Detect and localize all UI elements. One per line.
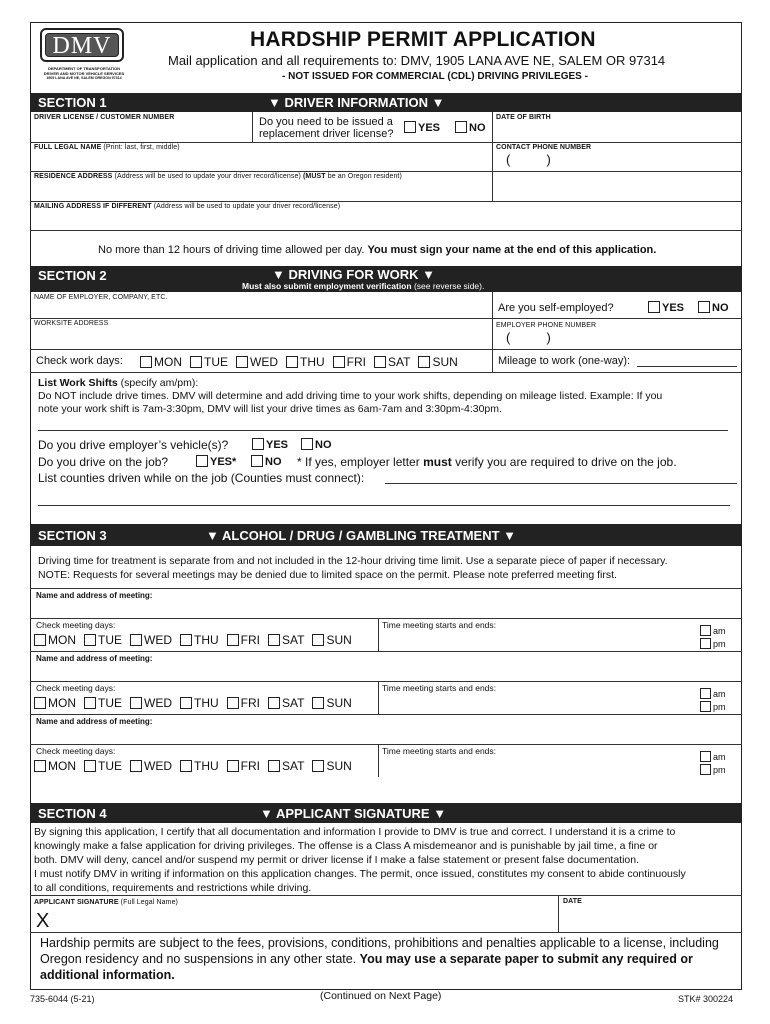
divider (30, 618, 742, 619)
am-label: am (713, 752, 726, 762)
meeting-am[interactable] (700, 688, 726, 699)
checkbox[interactable] (700, 701, 711, 712)
meeting-days-label: Check meeting days: (36, 620, 116, 630)
checkbox[interactable] (700, 625, 711, 636)
drive-on-job-yes-label: YES* (210, 456, 237, 468)
checkbox[interactable] (312, 634, 324, 646)
drive-on-job-no[interactable] (251, 455, 282, 468)
check-work-days-label: Check work days: (36, 355, 123, 367)
dmv-logo-sub-2: DRIVER AND MOTOR VEHICLE SERVICES (43, 71, 125, 76)
meeting-day-label: FRI (240, 759, 261, 773)
employer-phone-label: EMPLOYER PHONE NUMBER (496, 322, 597, 329)
checkbox[interactable] (700, 751, 711, 762)
meeting-time-label: Time meeting starts and ends: (382, 746, 497, 756)
residence-hint-2: be an Oregon resident) (327, 173, 402, 180)
contact-phone-label: CONTACT PHONE NUMBER (496, 144, 592, 151)
meeting-day-sun[interactable] (312, 696, 351, 710)
work-day-label: WED (250, 355, 278, 369)
meeting-day-label: TUE (98, 633, 122, 647)
fees-text-2-plain: Oregon residency and no suspensions in any other state. (40, 952, 357, 966)
shifts-text-1: Do NOT include drive times. DMV will determine and add driving time to your work shifts, depending on mileage listed. Example: If you (38, 390, 663, 402)
section1-title: ▼ DRIVER INFORMATION ▼ (268, 95, 445, 110)
divider (30, 142, 742, 143)
mail-instructions: Mail application and all requirements to: DMV, 1905 LANA AVE NE, SALEM OR 97314 (168, 53, 666, 68)
checkbox[interactable] (312, 697, 324, 709)
section1-header (30, 93, 742, 112)
checkbox[interactable] (252, 438, 264, 450)
checkbox[interactable] (251, 455, 263, 467)
counties-line[interactable] (385, 483, 737, 484)
checkbox[interactable] (140, 356, 152, 368)
meeting-time-label: Time meeting starts and ends: (382, 620, 497, 630)
mailing-label (34, 203, 340, 210)
work-day-label: FRI (346, 355, 367, 369)
meeting-day-mon[interactable] (34, 759, 76, 773)
checkbox[interactable] (312, 760, 324, 772)
section3-num: SECTION 3 (38, 528, 107, 543)
checkbox[interactable] (301, 438, 313, 450)
meeting-day-tue[interactable] (84, 696, 122, 710)
note-must: must (423, 455, 452, 469)
page-title: HARDSHIP PERMIT APPLICATION (250, 28, 596, 51)
checkbox[interactable] (180, 760, 192, 772)
checkbox[interactable] (130, 760, 142, 772)
full-name-label (34, 144, 180, 151)
meeting-day-label: SAT (282, 633, 305, 647)
fees-text-2-bold: You may use a separate paper to submit any required or (359, 952, 693, 966)
meeting-day-thu[interactable] (180, 696, 219, 710)
replacement-question-1: Do you need to be issued a (259, 116, 393, 128)
self-employed-yes[interactable] (648, 301, 684, 314)
meeting-day-tue[interactable] (84, 633, 122, 647)
work-day-fri[interactable] (333, 355, 366, 369)
meeting-day-label: WED (144, 759, 172, 773)
meeting-day-label: SAT (282, 759, 305, 773)
meeting-time-label: Time meeting starts and ends: (382, 683, 497, 693)
divider (30, 349, 742, 350)
cdl-notice: - NOT ISSUED FOR COMMERCIAL (CDL) DRIVING PRIVILEGES - (282, 71, 588, 82)
fees-text-2 (40, 952, 693, 966)
drive-on-job-yes[interactable] (196, 455, 236, 468)
dmv-logo-sub-3: 1905 LANA AVE NE, SALEM OREGON 97314 (46, 76, 122, 80)
meeting-pm[interactable] (700, 638, 726, 649)
checkbox[interactable] (34, 697, 46, 709)
replacement-no-label: NO (469, 122, 486, 134)
dob-label: DATE OF BIRTH (496, 114, 551, 121)
checkbox[interactable] (84, 634, 96, 646)
meeting-name-label: Name and address of meeting: (36, 654, 153, 663)
divider (492, 349, 493, 372)
meeting-days (34, 633, 360, 647)
driving-limit-text: No more than 12 hours of driving time allowed per day. (98, 244, 365, 256)
work-day-sun[interactable] (418, 355, 457, 369)
meeting-day-label: SAT (282, 696, 305, 710)
applicant-signature-hint: (Full Legal Name) (120, 899, 178, 906)
shifts-text-2: note your work shift is 7am-3:30pm, DMV will list your drive times as 6am-7am and 3:30pm-4:30pm. (38, 403, 502, 415)
meeting-day-label: SUN (326, 633, 352, 647)
drive-on-job-question: Do you drive on the job? (38, 455, 169, 469)
treatment-text-1: Driving time for treatment is separate from and not included in the 12-hour driving time limit. Use a separate piece of paper if necessary. (38, 555, 668, 567)
checkbox[interactable] (34, 634, 46, 646)
checkbox[interactable] (268, 697, 280, 709)
checkbox[interactable] (84, 697, 96, 709)
employer-vehicle-question: Do you drive employer’s vehicle(s)? (38, 438, 229, 452)
work-day-sat[interactable] (374, 355, 410, 369)
divider (30, 318, 742, 319)
work-day-label: THU (300, 355, 325, 369)
self-employed-no-label: NO (712, 302, 729, 314)
meeting-day-label: FRI (240, 696, 261, 710)
work-day-label: SUN (432, 355, 458, 369)
mailing-hint: (Address will be used to update your driver record/license) (153, 203, 341, 210)
checkbox[interactable] (455, 121, 467, 133)
meeting-name-label: Name and address of meeting: (36, 591, 153, 600)
meeting-day-label: THU (194, 696, 219, 710)
divider (378, 618, 379, 651)
residence-label (34, 173, 402, 180)
pm-label: pm (713, 639, 726, 649)
applicant-signature-label-text: APPLICANT SIGNATURE (34, 899, 119, 906)
section3-header (30, 524, 742, 546)
work-day-thu[interactable] (286, 355, 325, 369)
meeting-day-thu[interactable] (180, 759, 219, 773)
meeting-day-thu[interactable] (180, 633, 219, 647)
meeting-day-sat[interactable] (268, 633, 304, 647)
meeting-days-label: Check meeting days: (36, 746, 116, 756)
checkbox[interactable] (268, 760, 280, 772)
shifts-heading (38, 376, 198, 390)
meeting-day-label: WED (144, 696, 172, 710)
mileage-label: Mileage to work (one-way): (498, 355, 631, 367)
stock-number: STK# 300224 (678, 994, 734, 1004)
checkbox[interactable] (34, 760, 46, 772)
meeting-day-fri[interactable] (227, 633, 260, 647)
checkbox[interactable] (404, 121, 416, 133)
mailing-label-text: MAILING ADDRESS IF DIFFERENT (34, 203, 152, 210)
meeting-day-wed[interactable] (130, 633, 172, 647)
continued-note: (Continued on Next Page) (320, 990, 442, 1002)
work-day-label: SAT (388, 355, 411, 369)
meeting-day-sat[interactable] (268, 696, 304, 710)
work-days (140, 355, 466, 369)
checkbox[interactable] (418, 356, 430, 368)
checkbox[interactable] (700, 688, 711, 699)
treatment-text-2: NOTE: Requests for several meetings may be denied due to limited space on the permit. Please note preferred meeting first. (38, 569, 617, 581)
driving-limit-bold: You must sign your name at the end of this application. (367, 244, 657, 256)
checkbox[interactable] (268, 634, 280, 646)
checkbox[interactable] (227, 634, 239, 646)
certification-5: to all conditions, requirements and restrictions while driving. (34, 882, 312, 894)
self-employed-no[interactable] (698, 301, 729, 314)
meeting-day-fri[interactable] (227, 759, 260, 773)
drive-on-job-no-label: NO (265, 456, 282, 468)
mileage-line[interactable] (637, 366, 737, 367)
checkbox[interactable] (700, 764, 711, 775)
work-day-tue[interactable] (190, 355, 228, 369)
meeting-pm[interactable] (700, 701, 726, 712)
certification-1: By signing this application, I certify that all documentation and information I provide to DMV is true and correct. I understand it is a crime to (34, 826, 676, 838)
checkbox[interactable] (333, 356, 345, 368)
checkbox[interactable] (698, 301, 710, 313)
checkbox[interactable] (227, 697, 239, 709)
section4-num: SECTION 4 (38, 806, 107, 821)
shifts-label: List Work Shifts (38, 377, 118, 389)
dmv-logo (34, 26, 134, 78)
divider (30, 201, 742, 202)
checkbox[interactable] (196, 455, 208, 467)
meeting-days-label: Check meeting days: (36, 683, 116, 693)
full-name-hint: (Print: last, first, middle) (103, 144, 180, 151)
employer-phone-parens: ( ) (506, 330, 551, 345)
divider (30, 744, 742, 745)
work-day-label: MON (154, 355, 182, 369)
meeting-day-label: TUE (98, 696, 122, 710)
checkbox[interactable] (374, 356, 386, 368)
meeting-day-sat[interactable] (268, 759, 304, 773)
meeting-day-label: THU (194, 759, 219, 773)
meeting-day-label: TUE (98, 759, 122, 773)
replacement-yes[interactable] (404, 121, 440, 134)
checkbox[interactable] (190, 356, 202, 368)
section3-title: ▼ ALCOHOL / DRUG / GAMBLING TREATMENT ▼ (206, 528, 517, 543)
full-name-label-text: FULL LEGAL NAME (34, 144, 102, 151)
section2-header (30, 266, 742, 292)
employer-vehicle-no-label: NO (315, 439, 332, 451)
checkbox[interactable] (180, 697, 192, 709)
checkbox[interactable] (130, 697, 142, 709)
shifts-line[interactable] (38, 430, 728, 431)
contact-phone-parens: ( ) (506, 152, 551, 167)
counties-line-2[interactable] (38, 505, 730, 506)
divider (492, 292, 493, 349)
meeting-day-wed[interactable] (130, 759, 172, 773)
employer-vehicle-no[interactable] (301, 438, 332, 451)
meeting-day-label: SUN (326, 759, 352, 773)
meeting-day-sun[interactable] (312, 633, 351, 647)
certification-4: I must notify DMV in writing if information on this application changes. The permit, once issued, constitutes my consent to abide continuously (34, 868, 686, 880)
employer-vehicle-yes-label: YES (266, 439, 289, 451)
section4-header (30, 803, 742, 823)
meeting-day-label: SUN (326, 696, 352, 710)
license-label: DRIVER LICENSE / CUSTOMER NUMBER (34, 114, 175, 121)
divider (492, 112, 493, 201)
section2-title: ▼ DRIVING FOR WORK ▼ (272, 267, 435, 282)
dmv-logo-text: DMV (52, 33, 112, 59)
divider (30, 714, 742, 715)
meeting-day-label: MON (48, 633, 76, 647)
note-star: * If yes, employer letter (297, 455, 420, 469)
replacement-no[interactable] (455, 121, 486, 134)
employer-vehicle-yes[interactable] (252, 438, 288, 451)
employer-label: NAME OF EMPLOYER, COMPANY, ETC. (34, 294, 168, 301)
divider (30, 651, 742, 652)
work-day-wed[interactable] (236, 355, 278, 369)
meeting-day-mon[interactable] (34, 696, 76, 710)
self-employed-yes-label: YES (662, 302, 685, 314)
pm-label: pm (713, 765, 726, 775)
meeting-am[interactable] (700, 625, 726, 636)
am-label: am (713, 626, 726, 636)
divider (558, 895, 559, 932)
meeting-day-fri[interactable] (227, 696, 260, 710)
note-rest: verify you are required to drive on the job. (455, 455, 677, 469)
pm-label: pm (713, 702, 726, 712)
meeting-day-label: WED (144, 633, 172, 647)
meeting-day-tue[interactable] (84, 759, 122, 773)
checkbox[interactable] (227, 760, 239, 772)
applicant-signature-label (34, 899, 178, 906)
section2-subtitle-rest: (see reverse side). (413, 281, 485, 291)
signature-x[interactable]: X (36, 910, 50, 932)
meeting-day-label: MON (48, 759, 76, 773)
divider (30, 932, 742, 933)
certification-3: both. DMV will deny, cancel and/or suspend my permit or driver license if I make a false statement or present false documentation. (34, 854, 640, 866)
replacement-question-2: replacement driver license? (259, 128, 394, 140)
work-day-mon[interactable] (140, 355, 182, 369)
divider (252, 112, 253, 143)
divider (30, 171, 742, 172)
section1-num: SECTION 1 (38, 95, 107, 110)
fees-text-3: additional information. (40, 968, 175, 982)
checkbox[interactable] (286, 356, 298, 368)
meeting-day-wed[interactable] (130, 696, 172, 710)
checkbox[interactable] (648, 301, 660, 313)
worksite-label: WORKSITE ADDRESS (34, 320, 109, 327)
residence-label-text: RESIDENCE ADDRESS (34, 173, 113, 180)
meeting-am[interactable] (700, 751, 726, 762)
meeting-day-mon[interactable] (34, 633, 76, 647)
date-label: DATE (563, 898, 582, 905)
checkbox[interactable] (130, 634, 142, 646)
meeting-day-label: THU (194, 633, 219, 647)
section4-title: ▼ APPLICANT SIGNATURE ▼ (260, 806, 447, 821)
counties-label: List counties driven while on the job (Counties must connect): (38, 471, 365, 485)
section2-subtitle (242, 281, 484, 291)
certification-2: knowingly make a false application for driving privileges. The offense is a Class A misdemeanor and is punishable by jail time, a fine or (34, 840, 658, 852)
checkbox[interactable] (180, 634, 192, 646)
work-day-label: TUE (204, 355, 228, 369)
divider (30, 895, 742, 896)
fees-text-1: Hardship permits are subject to the fees, provisions, conditions, prohibitions and penalties applicable to a license, including (40, 936, 719, 950)
meeting-name-label: Name and address of meeting: (36, 717, 153, 726)
dmv-logo-badge (40, 28, 124, 62)
meeting-day-label: MON (48, 696, 76, 710)
meeting-day-sun[interactable] (312, 759, 351, 773)
divider (378, 744, 379, 777)
dmv-logo-sub-1: DEPARTMENT OF TRANSPORTATION (48, 66, 120, 71)
meeting-days (34, 696, 360, 710)
driving-limit-notice (98, 244, 656, 256)
form-number: 735-6044 (5-21) (30, 994, 95, 1004)
checkbox[interactable] (84, 760, 96, 772)
divider (30, 230, 742, 231)
shifts-hint: (specify am/pm): (120, 377, 199, 389)
divider (378, 681, 379, 714)
section2-subtitle-bold: Must also submit employment verification (242, 281, 412, 291)
meeting-days (34, 759, 360, 773)
self-employed-question: Are you self-employed? (498, 302, 614, 314)
residence-hint-1: (Address will be used to update your driver record/license) (114, 173, 301, 180)
checkbox[interactable] (236, 356, 248, 368)
meeting-pm[interactable] (700, 764, 726, 775)
replacement-yes-label: YES (418, 122, 441, 134)
checkbox[interactable] (700, 638, 711, 649)
employer-letter-note (297, 455, 677, 469)
divider (30, 588, 742, 589)
divider (30, 681, 742, 682)
divider (30, 372, 742, 373)
section2-num: SECTION 2 (38, 268, 107, 283)
meeting-day-label: FRI (240, 633, 261, 647)
residence-must: (MUST (303, 173, 326, 180)
am-label: am (713, 689, 726, 699)
